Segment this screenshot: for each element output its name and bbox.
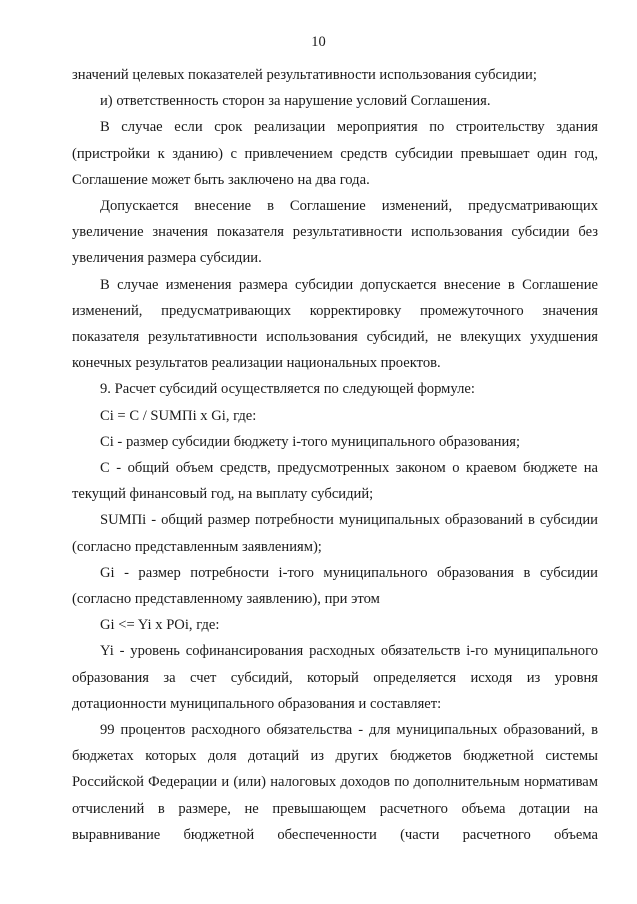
definition-yi: Yi - уровень софинансирования расходных обязательств i-го муниципального образования за счет субсидий, который определяется исходя из уровня дотационности муниципального образования и составляет: [72, 643, 598, 712]
paragraph-99-percent: 99 процентов расходного обязательства - для муниципальных образований, в бюджетах которых доля дотаций из других бюджетов бюджетной системы Российской Федерации и (или) налоговых доходов по дополнительным нормативам отчислений в размере, не превышающем расчетного объема дотации на выравнивание бюджетной обеспеченности (части расчетного объема [72, 722, 598, 843]
paragraph-6: 9. Расчет субсидий осуществляется по следующей формуле: [100, 381, 475, 398]
definition-gi: Gi - размер потребности i-того муниципального образования в субсидии (согласно представленному заявлению), при этом [72, 564, 598, 608]
definition-ci: Ci - размер субсидии бюджету i-того муниципального образования; [100, 433, 521, 450]
paragraph-5: В случае изменения размера субсидии допускается внесение в Соглашение изменений, предусматривающих корректировку промежуточного значения показателя результативности использования субсидий, не влекущих ухудшения конечных результатов реализации национальных проектов. [72, 276, 598, 372]
paragraph-1: значений целевых показателей результативности использования субсидии; [72, 67, 537, 83]
formula-line: Ci = C / SUMПi x Gi, где: [100, 407, 257, 424]
paragraph-3: В случае если срок реализации мероприятия по строительству здания (пристройки к зданию) с привлечением средств субсидии превышает один год, Соглашение может быть заключено на два года. [72, 119, 598, 188]
paragraph-2: и) ответственность сторон за нарушение условий Соглашения. [100, 93, 491, 110]
document-body [72, 62, 598, 848]
paragraph-4: Допускается внесение в Соглашение изменений, предусматривающих увеличение значения показателя результативности использования субсидии без увеличения размера субсидии. [72, 198, 598, 267]
definition-c: С - общий объем средств, предусмотренных законом о краевом бюджете на текущий финансовый год, на выплату субсидий; [72, 460, 598, 503]
page-number: 10 [311, 34, 326, 50]
definition-sumpi: SUMПi - общий размер потребности муниципальных образований в субсидии (согласно представленным заявлениям); [72, 512, 598, 555]
constraint-gi: Gi <= Yi x POi, где: [100, 617, 220, 634]
